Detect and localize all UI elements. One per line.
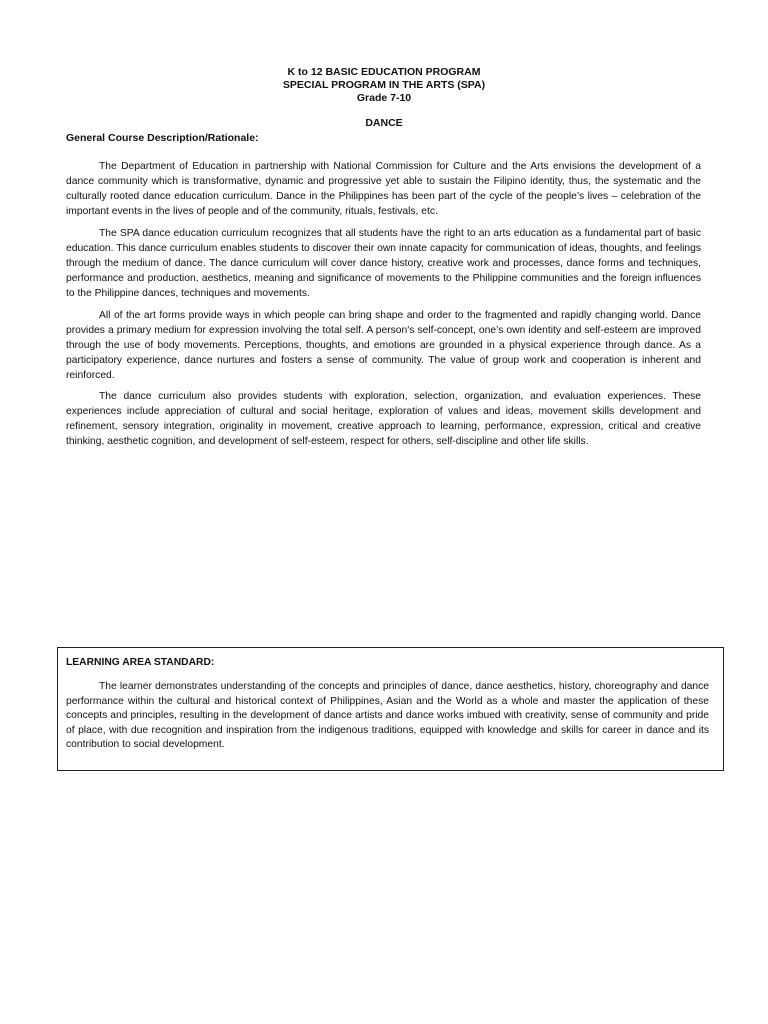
grade-range: Grade 7-10 — [356, 92, 412, 104]
rationale-paragraph: The dance curriculum also provides students with exploration, selection, organization, and evaluation experiences. These experiences include appreciation of cultural and social heritage, exploration of values and ideas, movement skills development and refinement, sensory integration, originality in movement, creative approach to learning, performance, expression, critical and creative thinking, aesthetic cognition, and development of self-esteem, respect for others, self-discipline and other life skills. — [66, 391, 701, 447]
rationale-paragraph: All of the art forms provide ways in which people can bring shape and order to the fragmented and rapidly changing world. Dance provides a primary medium for expression involving the total self. A person's self-concept, one’s own identity and self-esteem are improved through the use of body movements. Perceptions, thoughts, and emotions are grounded in a physical experience through dance. As a participatory experience, dance nurtures and fosters a sense of community. The value of group work and cooperation is inherent and reinforced. — [66, 310, 701, 381]
program-title: K to 12 BASIC EDUCATION PROGRAM — [287, 66, 481, 78]
program-subtitle: SPECIAL PROGRAM IN THE ARTS (SPA) — [282, 79, 486, 91]
rationale-paragraph: The SPA dance education curriculum recognizes that all students have the right to an arts education as a fundamental part of basic education. This dance curriculum enables students to discover their own innate capacity for communication of ideas, thoughts, and feelings through the medium of dance. The dance curriculum will cover dance history, creative work and processes, dance forms and techniques, performance and production, aesthetics, meaning and significance of movements to the Philippine communities and the foreign influences to the Philippine dances, techniques and movements. — [66, 228, 701, 299]
subject-title: DANCE — [365, 117, 403, 129]
rationale-heading: General Course Description/Rationale: — [66, 132, 259, 144]
learning-area-standard-box — [57, 647, 724, 771]
learning-area-standard-text: The learner demonstrates understanding of the concepts and principles of dance, dance aesthetics, history, choreography and dance performance within the cultural and historical context of Philippines, Asian and the World as a whole and master the application of these concepts and principles, resulting in the development of dance artists and dance works imbued with creativity, sense of community and pride of place, with due recognition and inspiration from the indigenous traditions, equipped with knowledge and skills for career in dance and its contribution to social development. — [66, 681, 709, 750]
learning-area-standard-title: LEARNING AREA STANDARD: — [66, 657, 215, 668]
document-header — [0, 66, 768, 105]
rationale-paragraph: The Department of Education in partnership with National Commission for Culture and the Arts envisions the development of a dance community which is transformative, dynamic and progressive yet able to sustain the Filipino identity, thus, the systematic and the culturally rooted dance education curriculum. Dance in the Philippines has been part of the cycle of the people’s lives – celebration of the important events in the lives of people and of the community, rituals, festivals, etc. — [66, 161, 701, 217]
